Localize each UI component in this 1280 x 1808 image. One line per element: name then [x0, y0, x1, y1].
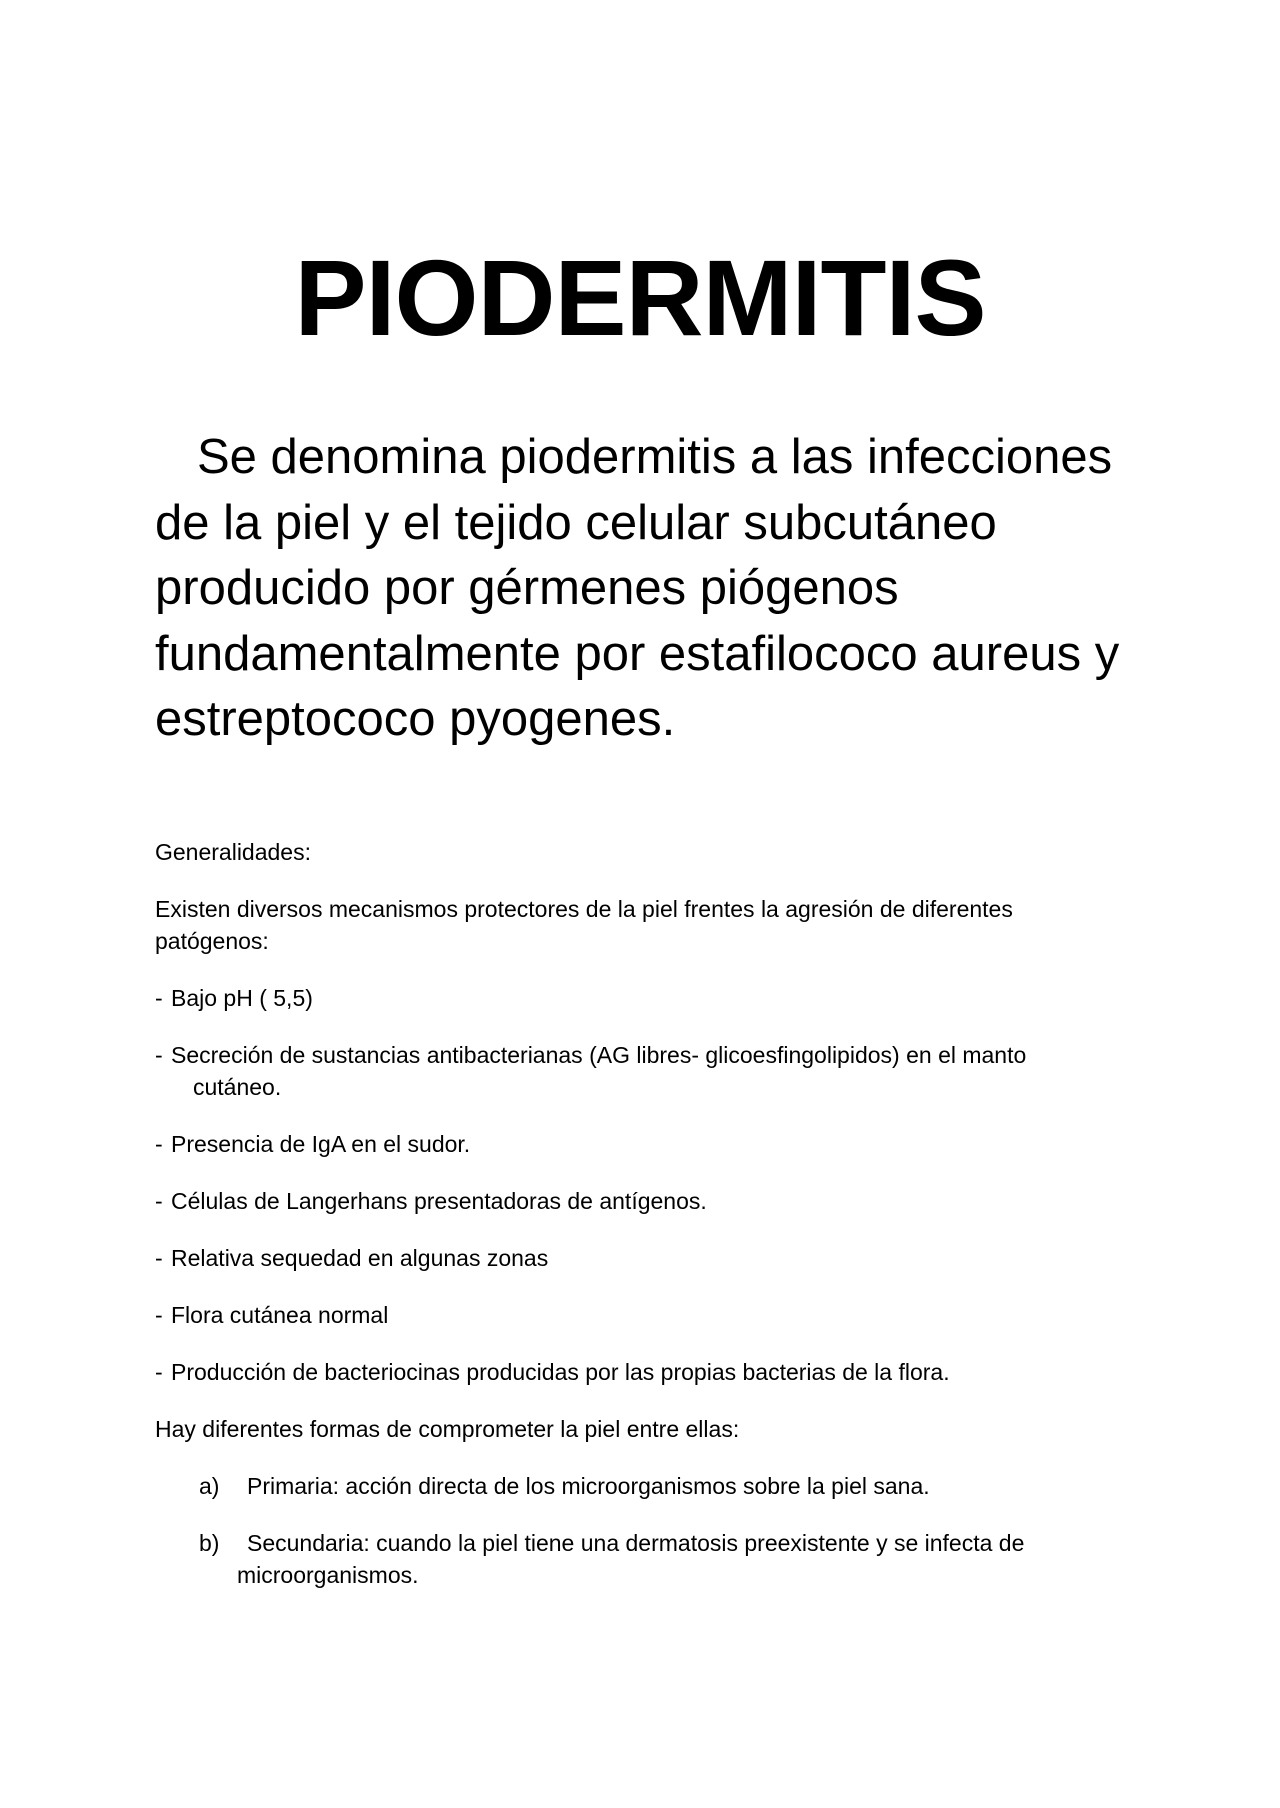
bullet-dash: - — [155, 1245, 163, 1271]
bullet-text: Flora cutánea normal — [171, 1302, 389, 1328]
list-item — [155, 1185, 1115, 1217]
body-section — [155, 836, 1115, 1616]
bullet-dash: - — [155, 1042, 163, 1068]
intro-text: Se denomina piodermitis a las infecciones de la piel y el tejido celular subcutáneo producido por gérmenes piógenos fundamentalmente por estafilococo aureus y estreptococo pyogenes. — [155, 430, 1120, 746]
paragraph-mechanisms: Existen diversos mecanismos protectores de la piel frentes la agresión de diferentes patógenos: — [155, 896, 1013, 954]
bullet-text: Secreción de sustancias antibacterianas (AG libres- glicoesfingolipidos) en el manto cutáneo. — [171, 1042, 1027, 1100]
list-item — [155, 1299, 1115, 1331]
document-title: PIODERMITIS — [294, 237, 986, 358]
lettered-item — [155, 1470, 1115, 1502]
bullet-dash: - — [155, 1302, 163, 1328]
list-item — [155, 982, 1115, 1014]
item-letter: a) — [199, 1473, 220, 1499]
item-text: Primaria: acción directa de los microorganismos sobre la piel sana. — [247, 1473, 930, 1499]
list-item — [155, 1356, 1115, 1388]
section-heading: Generalidades: — [155, 839, 311, 865]
list-item — [155, 1039, 1115, 1103]
bullet-text: Presencia de IgA en el sudor. — [171, 1131, 471, 1157]
bullet-text: Producción de bacteriocinas producidas por las propias bacterias de la flora. — [171, 1359, 950, 1385]
bullet-dash: - — [155, 1131, 163, 1157]
bullet-text: Relativa sequedad en algunas zonas — [171, 1245, 549, 1271]
bullet-dash: - — [155, 1359, 163, 1385]
bullet-text: Bajo pH ( 5,5) — [171, 985, 313, 1011]
bullet-text: Células de Langerhans presentadoras de antígenos. — [171, 1188, 707, 1214]
lettered-item — [155, 1527, 1115, 1591]
bullet-dash: - — [155, 1188, 163, 1214]
item-text: Secundaria: cuando la piel tiene una dermatosis preexistente y se infecta de microorganismos. — [237, 1530, 1025, 1588]
bullet-dash: - — [155, 985, 163, 1011]
paragraph-forms: Hay diferentes formas de comprometer la piel entre ellas: — [155, 1416, 740, 1442]
item-letter: b) — [199, 1530, 220, 1556]
intro-paragraph — [155, 425, 1135, 753]
list-item — [155, 1242, 1115, 1274]
list-item — [155, 1128, 1115, 1160]
